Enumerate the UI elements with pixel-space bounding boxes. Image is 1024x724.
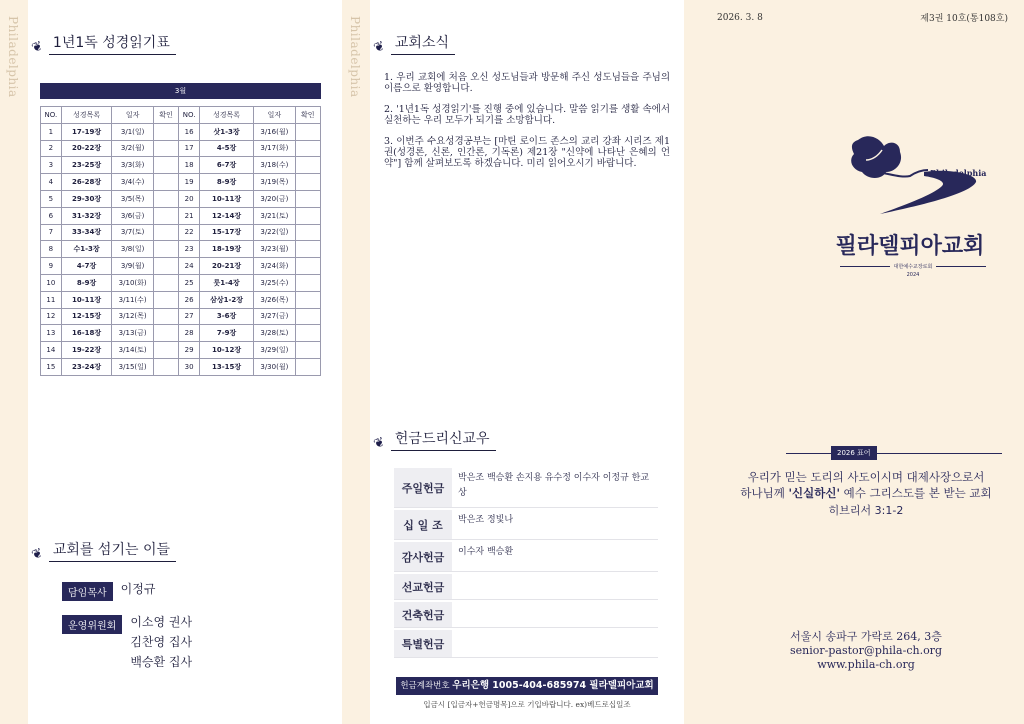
church-name: 필라델피아교회 <box>835 234 985 259</box>
table-cell: 12-14장 <box>199 207 253 224</box>
offering-names: 박은조 백승환 손지용 유수정 이수자 이정규 한교상 <box>458 473 650 498</box>
check-cell[interactable] <box>295 190 320 207</box>
table-cell: 28 <box>179 325 200 342</box>
offering-row <box>394 468 658 508</box>
table-cell: 8 <box>41 241 62 258</box>
spine-middle <box>342 0 370 724</box>
table-row <box>41 274 321 291</box>
senior-pastor-label: 담임목사 <box>62 582 113 601</box>
table-cell: 3/29(일) <box>254 342 295 359</box>
table-cell: 17-19장 <box>61 123 112 140</box>
table-cell: 23-24장 <box>61 358 112 375</box>
col-header: 성경목록 <box>199 107 253 124</box>
bank-account-bar <box>396 677 658 695</box>
news-item: 1. 우리 교회에 처음 오신 성도님들과 방문해 주신 성도님들을 주님의 이름으로 환영합니다. <box>384 72 670 94</box>
table-cell: 3 <box>41 157 62 174</box>
check-cell[interactable] <box>153 291 178 308</box>
table-cell: 3/6(금) <box>112 207 153 224</box>
col-header: NO. <box>179 107 200 124</box>
committee-member: 김찬영 집사 <box>130 635 193 649</box>
offering-names <box>452 602 658 627</box>
table-cell: 7 <box>41 224 62 241</box>
table-row <box>41 140 321 157</box>
church-year: 2024 <box>906 272 920 278</box>
table-cell: 룻1-4장 <box>199 274 253 291</box>
table-row <box>41 157 321 174</box>
table-cell: 15-17장 <box>199 224 253 241</box>
senior-pastor-row <box>62 582 155 601</box>
check-cell[interactable] <box>295 258 320 275</box>
table-cell: 30 <box>179 358 200 375</box>
offerings-title: 헌금드리신교우 <box>391 428 496 451</box>
motto <box>716 469 1016 501</box>
leaf-icon: ❦ <box>371 434 388 453</box>
news-list <box>384 72 670 179</box>
check-cell[interactable] <box>295 157 320 174</box>
table-cell: 4-5장 <box>199 140 253 157</box>
offering-label: 건축헌금 <box>394 602 452 627</box>
offering-row <box>394 574 658 600</box>
table-cell: 23 <box>179 241 200 258</box>
table-cell: 19 <box>179 174 200 191</box>
check-cell[interactable] <box>295 123 320 140</box>
check-cell[interactable] <box>153 241 178 258</box>
col-header: 일자 <box>112 107 153 124</box>
table-cell: 3/17(화) <box>254 140 295 157</box>
motto-verse: 히브리서 3:1-2 <box>828 504 904 517</box>
check-cell[interactable] <box>295 291 320 308</box>
table-cell: 3/16(월) <box>254 123 295 140</box>
senior-pastor-names <box>121 579 156 599</box>
table-cell: 3/28(토) <box>254 325 295 342</box>
table-cell: 12 <box>41 308 62 325</box>
offering-row <box>394 602 658 628</box>
table-cell: 3/26(목) <box>254 291 295 308</box>
check-cell[interactable] <box>153 123 178 140</box>
table-row <box>41 224 321 241</box>
table-cell: 3/23(월) <box>254 241 295 258</box>
table-row <box>41 258 321 275</box>
table-row <box>41 325 321 342</box>
table-cell: 3/11(수) <box>112 291 153 308</box>
email-link[interactable]: senior-pastor@phila-ch.org <box>789 644 942 657</box>
committee-member: 백승환 집사 <box>130 655 193 669</box>
motto-line-1: 우리가 믿는 도리의 사도이시며 대제사장으로서 <box>747 470 985 484</box>
offering-names: 박은조 정빛나 <box>458 515 514 525</box>
table-cell: 3/10(화) <box>112 274 153 291</box>
senior-pastor-name: 이정규 <box>120 582 156 596</box>
table-cell: 3/3(화) <box>112 157 153 174</box>
table-row <box>41 174 321 191</box>
table-cell: 4 <box>41 174 62 191</box>
table-cell: 12-15장 <box>61 308 112 325</box>
committee-row <box>62 615 192 672</box>
panel-cover <box>684 0 1024 724</box>
table-row <box>41 291 321 308</box>
table-cell: 13-15장 <box>199 358 253 375</box>
check-cell[interactable] <box>295 140 320 157</box>
committee-label: 운영위원회 <box>62 615 122 634</box>
check-cell[interactable] <box>153 308 178 325</box>
spine-left <box>0 0 28 724</box>
staff-title: 교회를 섬기는 이들 <box>49 539 176 562</box>
table-cell: 3/13(금) <box>112 325 153 342</box>
col-header: 성경목록 <box>61 107 112 124</box>
table-cell: 26-28장 <box>61 174 112 191</box>
table-cell: 10-11장 <box>61 291 112 308</box>
table-cell: 14 <box>41 342 62 359</box>
table-cell: 3/9(월) <box>112 258 153 275</box>
table-cell: 15 <box>41 358 62 375</box>
motto-line-2 <box>716 485 1016 501</box>
table-row <box>41 190 321 207</box>
check-cell[interactable] <box>153 190 178 207</box>
check-cell[interactable] <box>295 207 320 224</box>
offering-label: 감사헌금 <box>394 542 452 571</box>
table-cell: 3/5(목) <box>112 190 153 207</box>
check-cell[interactable] <box>153 274 178 291</box>
table-cell: 9 <box>41 258 62 275</box>
table-row <box>41 241 321 258</box>
table-cell: 18-19장 <box>199 241 253 258</box>
table-cell: 3/20(금) <box>254 190 295 207</box>
offering-label: 특별헌금 <box>394 630 452 657</box>
table-cell: 20-22장 <box>61 140 112 157</box>
month-bar: 3월 <box>40 83 321 99</box>
table-cell: 3/14(토) <box>112 342 153 359</box>
reading-plan-title: 1년1독 성경읽기표 <box>49 32 176 55</box>
table-cell: 20-21장 <box>199 258 253 275</box>
check-cell[interactable] <box>153 140 178 157</box>
table-cell: 16-18장 <box>61 325 112 342</box>
check-cell[interactable] <box>295 224 320 241</box>
check-cell[interactable] <box>153 358 178 375</box>
table-cell: 3/7(토) <box>112 224 153 241</box>
offering-label: 십 일 조 <box>394 510 452 539</box>
news-item: 3. 이번주 수요성경공부는 [마틴 로이드 존스의 교리 강좌 시리즈 제1권(성경론, 신론, 인간론, 기독론) 제21장 "신약에 나타난 은혜의 언약"] 함께 살펴보도록 하겠습니다. 미리 읽어오시기 바랍니다. <box>384 136 670 169</box>
table-cell: 31-32장 <box>61 207 112 224</box>
table-cell: 16 <box>179 123 200 140</box>
offerings-heading <box>371 428 496 453</box>
table-cell: 11 <box>41 291 62 308</box>
table-cell: 3/1(일) <box>112 123 153 140</box>
table-cell: 3/8(일) <box>112 241 153 258</box>
news-title: 교회소식 <box>391 32 455 55</box>
check-cell[interactable] <box>153 207 178 224</box>
table-cell: 3/24(화) <box>254 258 295 275</box>
logo-text: Philadelphia <box>930 168 987 178</box>
table-cell: 8-9장 <box>61 274 112 291</box>
staff-heading <box>29 539 176 564</box>
col-header: 확인 <box>295 107 320 124</box>
table-cell: 3/18(수) <box>254 157 295 174</box>
spine-label: Philadelphia <box>6 16 20 98</box>
table-header-row <box>41 107 321 124</box>
offering-names <box>452 630 658 657</box>
col-header: NO. <box>41 107 62 124</box>
table-cell: 4-7장 <box>61 258 112 275</box>
table-cell: 3/27(금) <box>254 308 295 325</box>
table-row <box>41 308 321 325</box>
issue-number: 제3권 10호(통108호) <box>920 14 1008 24</box>
motto-tag: 2026 표어 <box>831 446 877 460</box>
check-cell[interactable] <box>153 157 178 174</box>
table-cell: 10-12장 <box>199 342 253 359</box>
table-cell: 17 <box>179 140 200 157</box>
table-cell: 6-7장 <box>199 157 253 174</box>
offering-label: 주일헌금 <box>394 468 452 507</box>
bank-prefix: 헌금계좌번호 <box>400 681 450 691</box>
table-cell: 24 <box>179 258 200 275</box>
table-cell: 3/12(목) <box>112 308 153 325</box>
check-cell[interactable] <box>295 241 320 258</box>
table-cell: 3/25(수) <box>254 274 295 291</box>
table-row <box>41 358 321 375</box>
check-cell[interactable] <box>153 224 178 241</box>
table-cell: 22 <box>179 224 200 241</box>
motto-text: 예수 그리스도를 본 받는 교회 <box>843 486 992 500</box>
news-item: 2. '1년1독 성경읽기'를 진행 중에 있습니다. 말씀 읽기를 생활 속에서 실천하는 우리 모두가 되기를 소망합니다. <box>384 104 670 126</box>
reading-table <box>40 106 321 376</box>
table-cell: 삿1-3장 <box>199 123 253 140</box>
check-cell[interactable] <box>153 258 178 275</box>
check-cell[interactable] <box>295 308 320 325</box>
check-cell[interactable] <box>295 174 320 191</box>
table-cell: 19-22장 <box>61 342 112 359</box>
table-cell: 2 <box>41 140 62 157</box>
table-cell: 3/15(일) <box>112 358 153 375</box>
reading-plan-heading <box>29 32 176 57</box>
table-cell: 6 <box>41 207 62 224</box>
reading-table-body <box>41 123 321 375</box>
check-cell[interactable] <box>153 174 178 191</box>
contact-block <box>716 630 1016 672</box>
table-cell: 29 <box>179 342 200 359</box>
table-cell: 5 <box>41 190 62 207</box>
table-cell: 1 <box>41 123 62 140</box>
table-cell: 27 <box>179 308 200 325</box>
table-cell: 7-9장 <box>199 325 253 342</box>
bank-account: 우리은행 1005-404-685974 필라델피아교회 <box>452 680 654 691</box>
check-cell[interactable] <box>295 325 320 342</box>
table-cell: 25 <box>179 274 200 291</box>
check-cell[interactable] <box>295 342 320 359</box>
motto-emphasis: '신실하신' <box>788 486 840 500</box>
offering-names <box>452 574 658 599</box>
table-row <box>41 123 321 140</box>
table-row <box>41 207 321 224</box>
check-cell[interactable] <box>295 358 320 375</box>
check-cell[interactable] <box>153 325 178 342</box>
motto-text: 하나님께 <box>740 486 785 500</box>
committee-names <box>130 612 192 672</box>
church-logo <box>838 132 988 222</box>
check-cell[interactable] <box>153 342 178 359</box>
news-heading <box>371 32 455 57</box>
offering-names: 이수자 백승환 <box>458 547 514 557</box>
col-header: 일자 <box>254 107 295 124</box>
col-header: 확인 <box>153 107 178 124</box>
church-denomination: 대한예수교장로회 <box>836 263 990 270</box>
table-cell: 3/30(월) <box>254 358 295 375</box>
check-cell[interactable] <box>295 274 320 291</box>
spine-label: Philadelphia <box>348 16 362 98</box>
bank-note: 입금시 [입금자+헌금명목]으로 기입바랍니다. ex)베드로십일조 <box>423 700 631 709</box>
issue-date: 2026. 3. 8 <box>717 13 763 23</box>
offering-row <box>394 510 658 540</box>
address: 서울시 송파구 가락로 264, 3층 <box>790 630 942 643</box>
table-cell: 18 <box>179 157 200 174</box>
table-cell: 3/4(수) <box>112 174 153 191</box>
table-cell: 삼상1-2장 <box>199 291 253 308</box>
leaf-icon: ❦ <box>29 38 46 57</box>
table-cell: 13 <box>41 325 62 342</box>
table-cell: 3/22(일) <box>254 224 295 241</box>
table-cell: 33-34장 <box>61 224 112 241</box>
table-cell: 20 <box>179 190 200 207</box>
table-cell: 29-30장 <box>61 190 112 207</box>
table-cell: 10-11장 <box>199 190 253 207</box>
table-cell: 23-25장 <box>61 157 112 174</box>
table-cell: 10 <box>41 274 62 291</box>
website-link[interactable]: www.phila-ch.org <box>817 658 915 671</box>
table-cell: 3/2(월) <box>112 140 153 157</box>
table-cell: 3/19(목) <box>254 174 295 191</box>
leaf-icon: ❦ <box>371 38 388 57</box>
leaf-icon: ❦ <box>29 545 46 564</box>
table-cell: 3-6장 <box>199 308 253 325</box>
offering-row <box>394 630 658 658</box>
offering-label: 선교헌금 <box>394 574 452 599</box>
committee-member: 이소영 권사 <box>130 615 193 629</box>
table-cell: 21 <box>179 207 200 224</box>
offering-row <box>394 542 658 572</box>
motto-divider <box>786 453 1002 454</box>
table-cell: 26 <box>179 291 200 308</box>
table-row <box>41 342 321 359</box>
table-cell: 수1-3장 <box>61 241 112 258</box>
table-cell: 3/21(토) <box>254 207 295 224</box>
table-cell: 8-9장 <box>199 174 253 191</box>
